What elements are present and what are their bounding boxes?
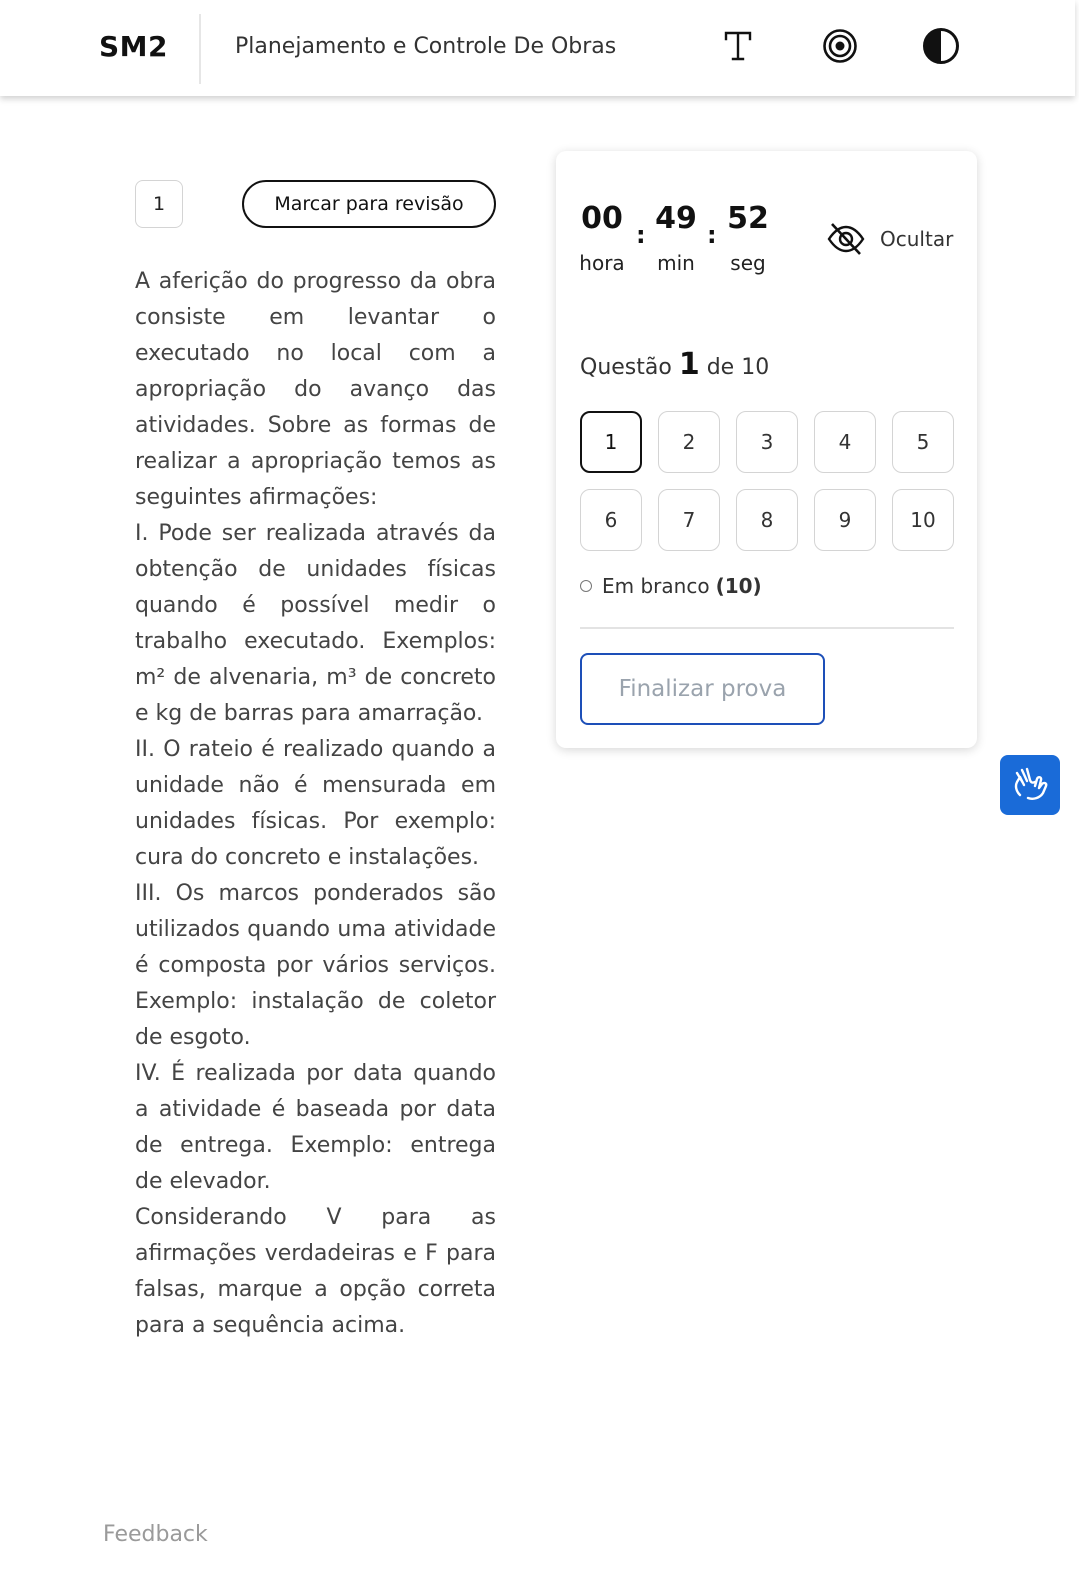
- blank-status-label: Em branco: [602, 574, 710, 598]
- course-title: Planejamento e Controle De Obras: [235, 34, 617, 59]
- timer-minutes: 49: [655, 201, 697, 236]
- question-counter-total: 10: [741, 355, 770, 380]
- timer-hours-label: hora: [579, 251, 625, 275]
- question-nav-button[interactable]: 9: [814, 489, 876, 551]
- statement-iii: III. Os marcos ponderados são utilizados quando uma atividade é composta por vários serviços. Exemplo: instalação de coletor de esgoto.: [135, 881, 496, 1050]
- timer-minutes-label: min: [657, 251, 695, 275]
- question-instruction: Considerando V para as afirmações verdadeiras e F para falsas, marque a opção correta para a sequência acima.: [135, 1205, 496, 1338]
- target-icon[interactable]: [820, 26, 860, 66]
- panel-divider: [580, 627, 954, 629]
- contrast-icon[interactable]: [921, 26, 961, 66]
- blank-questions-status: [580, 574, 762, 598]
- timer-hours: 00: [581, 201, 623, 236]
- question-intro: A aferição do progresso da obra consiste em levantar o executado no local com a apropriação do avanço das atividades. Sobre as formas de realizar a apropriação temos as seguintes afirmações:: [135, 269, 496, 510]
- header-divider: [199, 14, 201, 84]
- question-counter-middle: de: [706, 355, 735, 380]
- blank-status-dot: [580, 580, 592, 592]
- brand-logo: SM2: [99, 30, 169, 63]
- finish-exam-button[interactable]: Finalizar prova: [580, 653, 825, 725]
- sign-language-widget[interactable]: [1000, 755, 1060, 815]
- statement-ii: II. O rateio é realizado quando a unidade não é mensurada em unidades físicas. Por exemplo: cura do concreto e instalações.: [135, 737, 496, 870]
- sign-language-icon: [1010, 765, 1050, 805]
- question-counter-current: 1: [678, 347, 700, 382]
- statement-iv: IV. É realizada por data quando a atividade é baseada por data de entrega. Exemplo: entrega de elevador.: [135, 1061, 496, 1194]
- question-nav-button[interactable]: 4: [814, 411, 876, 473]
- question-text: [135, 264, 496, 1344]
- statement-i: I. Pode ser realizada através da obtenção de unidades físicas quando é possível medir o trabalho executado. Exemplos: m² de alvenaria, m³ de concreto e kg de barras para amarração.: [135, 521, 496, 726]
- timer-seconds-label: seg: [730, 251, 766, 275]
- app-header: [0, 0, 1075, 96]
- timer-separator: :: [636, 221, 646, 249]
- question-number-badge: 1: [135, 180, 183, 228]
- question-counter-prefix: Questão: [580, 355, 672, 380]
- question-nav-button[interactable]: 2: [658, 411, 720, 473]
- question-nav-button[interactable]: 6: [580, 489, 642, 551]
- hide-timer-label: Ocultar: [880, 227, 954, 251]
- font-size-icon[interactable]: [718, 26, 758, 66]
- timer-seconds: 52: [727, 201, 769, 236]
- hide-timer-toggle[interactable]: [826, 219, 966, 259]
- question-counter: [580, 347, 769, 382]
- timer-separator: :: [707, 221, 717, 249]
- question-nav-button[interactable]: 8: [736, 489, 798, 551]
- feedback-link[interactable]: Feedback: [103, 1522, 208, 1547]
- question-nav-button[interactable]: 5: [892, 411, 954, 473]
- question-nav-button[interactable]: 1: [580, 411, 642, 473]
- blank-status-count: (10): [715, 574, 762, 598]
- mark-for-review-button[interactable]: Marcar para revisão: [242, 180, 496, 228]
- exam-sidebar-panel: [556, 151, 977, 748]
- question-nav-button[interactable]: 7: [658, 489, 720, 551]
- eye-off-icon: [826, 219, 866, 259]
- question-nav-button[interactable]: 10: [892, 489, 954, 551]
- question-nav-button[interactable]: 3: [736, 411, 798, 473]
